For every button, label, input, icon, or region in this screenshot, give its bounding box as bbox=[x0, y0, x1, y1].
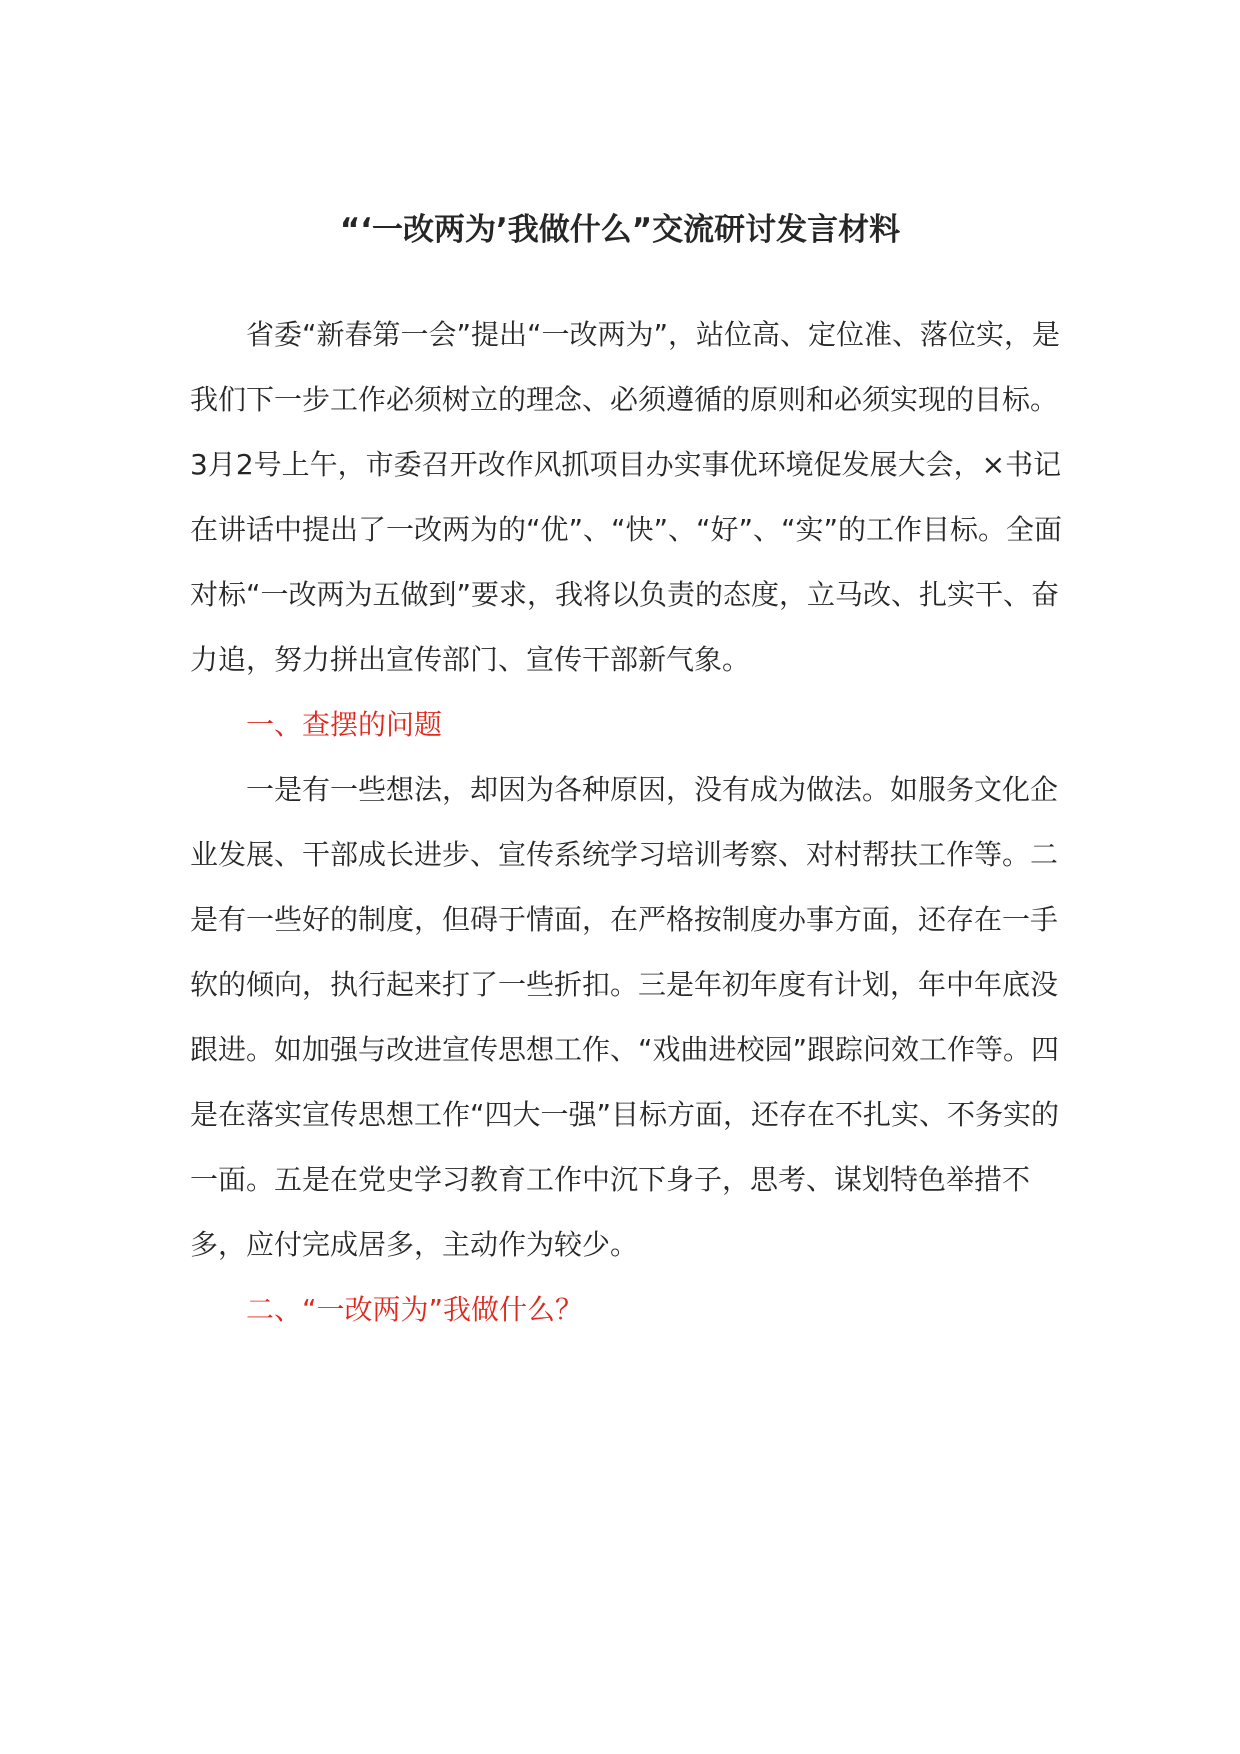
document-body bbox=[190, 302, 1070, 1342]
problems-paragraph: 一是有一些想法，却因为各种原因，没有成为做法。如服务文化企业发展、干部成长进步、宣传系统学习培训考察、对村帮扶工作等。二是有一些好的制度，但碍于情面，在严格按制度办事方面，还存在一手软的倾向，执行起来打了一些折扣。三是年初年度有计划，年中年底没跟进。如加强与改进宣传思想工作、“戏曲进校园”跟踪问效工作等。四是在落实宣传思想工作“四大一强”目标方面，还存在不扎实、不务实的一面。五是在党史学习教育工作中沉下身子，思考、谋划特色举措不多，应付完成居多，主动作为较少。 bbox=[190, 773, 1060, 1261]
section-heading-what-i-do: 二、“一改两为”我做什么？ bbox=[246, 1293, 584, 1326]
section-heading-problems: 一、查摆的问题 bbox=[246, 708, 443, 741]
intro-paragraph: 省委“新春第一会”提出“一改两为”，站位高、定位准、落位实，是我们下一步工作必须树立的理念、必须遵循的原则和必须实现的目标。3月2号上午，市委召开改作风抓项目办实事优环境促发展大会，×书记在讲话中提出了一改两为的“优”、“快”、“好”、“实”的工作目标。全面对标“一改两为五做到”要求，我将以负责的态度，立马改、扎实干、奋力追，努力拼出宣传部门、宣传干部新气象。 bbox=[190, 318, 1063, 676]
document-title: “‘一改两为’我做什么”交流研讨发言材料 bbox=[339, 212, 901, 248]
